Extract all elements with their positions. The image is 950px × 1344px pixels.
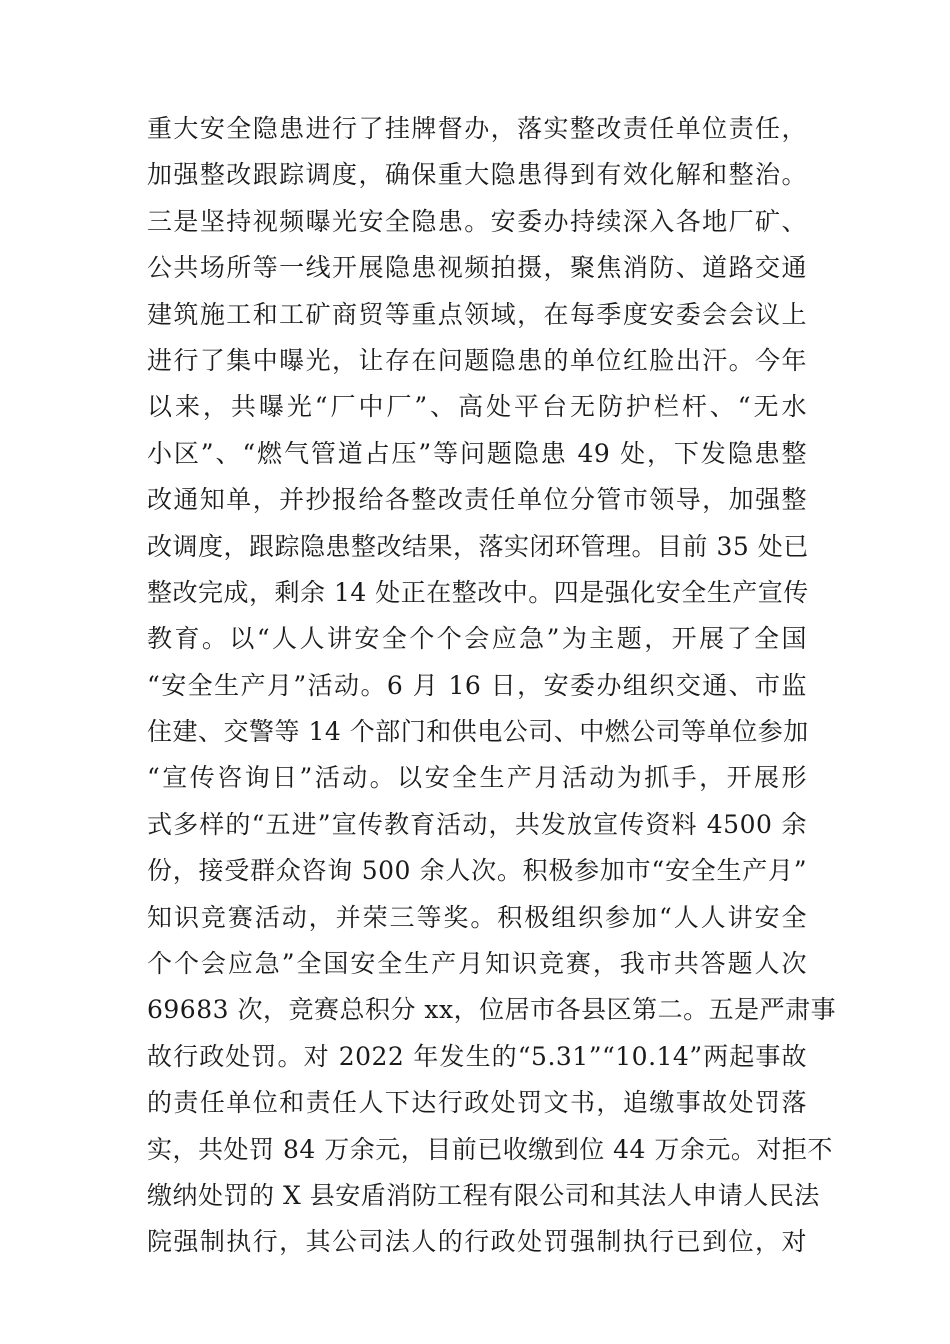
text-line: 院强制执行，其公司法人的行政处罚强制执行已到位，对	[147, 1227, 807, 1257]
text-line: 重大安全隐患进行了挂牌督办，落实整改责任单位责任，	[147, 114, 807, 143]
text-line: 公共场所等一线开展隐患视频拍摄，聚焦消防、道路交通	[147, 253, 807, 283]
text-line: “安全生产月”活动。6 月 16 日，安委办组织交通、市监	[147, 670, 807, 700]
text-line: 69683 次，竞赛总积分 xx，位居市各县区第二。五是严肃事	[147, 995, 837, 1025]
text-line: 三是坚持视频曝光安全隐患。安委办持续深入各地厂矿、	[147, 206, 807, 236]
text-line: 整改完成，剩余 14 处正在整改中。四是强化安全生产宣传	[147, 577, 809, 607]
text-line: 建筑施工和工矿商贸等重点领域，在每季度安委会会议上	[147, 299, 807, 329]
text-line: 教育。以“人人讲安全个个会应急”为主题，开展了全国	[147, 624, 807, 654]
text-line: 实，共处罚 84 万余元，目前已收缴到位 44 万余元。对拒不	[147, 1134, 833, 1164]
text-line: 个个会应急”全国安全生产月知识竞赛，我市共答题人次	[147, 949, 807, 979]
text-line: 缴纳处罚的 X 县安盾消防工程有限公司和其法人申请人民法	[147, 1180, 820, 1210]
text-line: 的责任单位和责任人下达行政处罚文书，追缴事故处罚落	[147, 1088, 807, 1118]
text-line: 故行政处罚。对 2022 年发生的“5.31”“10.14”两起事故	[147, 1041, 807, 1071]
text-line: 改通知单，并抄报给各整改责任单位分管市领导，加强整	[147, 485, 807, 515]
text-line: 进行了集中曝光，让存在问题隐患的单位红脸出汗。今年	[147, 345, 807, 375]
text-line: 以来，共曝光“厂中厂”、高处平台无防护栏杆、“无水	[147, 392, 807, 422]
text-line: 式多样的“五进”宣传教育活动，共发放宣传资料 4500 余	[147, 809, 807, 839]
text-line: 知识竞赛活动，并荣三等奖。积极组织参加“人人讲安全	[147, 902, 807, 932]
body-text	[147, 106, 837, 1266]
text-line: 份，接受群众咨询 500 余人次。积极参加市“安全生产月”	[147, 856, 807, 886]
text-line: 加强整改跟踪调度，确保重大隐患得到有效化解和整治。	[147, 160, 807, 190]
text-line: “宣传咨询日”活动。以安全生产月活动为抓手，开展形	[147, 763, 807, 793]
text-line: 改调度，跟踪隐患整改结果，落实闭环管理。目前 35 处已	[147, 531, 809, 561]
text-line: 小区”、“燃气管道占压”等问题隐患 49 处，下发隐患整	[147, 438, 807, 468]
text-line: 住建、交警等 14 个部门和供电公司、中燃公司等单位参加	[147, 717, 809, 747]
